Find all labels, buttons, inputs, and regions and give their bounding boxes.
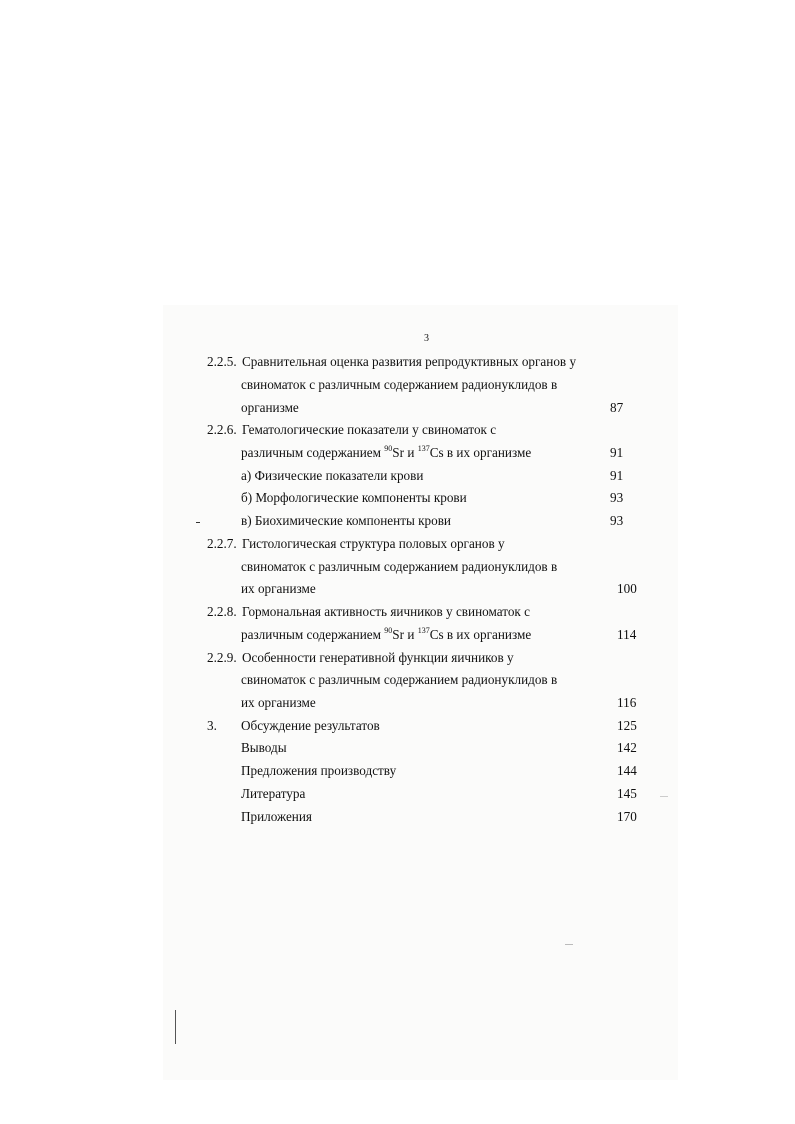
subsection-title: а) Физические показатели крови xyxy=(241,468,424,483)
toc-entry-2-2-5-end xyxy=(0,397,795,419)
strontium-symbol: Sr и xyxy=(392,627,418,642)
cesium-symbol: Cs в их организме xyxy=(429,627,532,642)
toc-entry-conclusions xyxy=(0,737,795,759)
section-number: 3. xyxy=(207,718,217,733)
toc-entry-2-2-7-cont xyxy=(0,556,795,578)
page-ref: 100 xyxy=(617,581,637,596)
section-title-cont xyxy=(241,624,531,646)
section-number: 2.2.5. xyxy=(207,354,237,369)
strontium-symbol: Sr и xyxy=(392,445,418,460)
toc-sub-c xyxy=(0,510,795,532)
section-title-cont: свиноматок с различным содержанием радионуклидов в xyxy=(241,559,558,574)
section-number: 2.2.9. xyxy=(207,650,237,665)
subsection-title: в) Биохимические компоненты крови xyxy=(241,513,451,528)
section-title: Гистологическая структура половых органов у xyxy=(242,536,505,551)
toc-entry-3 xyxy=(0,715,795,737)
toc-entry-2-2-9-cont xyxy=(0,669,795,691)
page-ref: 145 xyxy=(617,786,637,801)
toc-entry-appendices xyxy=(0,806,795,828)
section-title: Гормональная активность яичников у свиноматок с xyxy=(242,604,530,619)
scan-speck xyxy=(565,944,573,945)
cesium-symbol: Cs в их организме xyxy=(429,445,532,460)
section-title: Особенности генеративной функции яичников у xyxy=(242,650,514,665)
toc-entry-2-2-6 xyxy=(0,419,795,441)
section-title: Выводы xyxy=(241,740,287,755)
section-title-cont: свиноматок с различным содержанием радионуклидов в xyxy=(241,377,558,392)
section-title: Сравнительная оценка развития репродуктивных органов у xyxy=(242,354,577,369)
scan-line xyxy=(175,1010,176,1044)
section-title-cont: свиноматок с различным содержанием радионуклидов в xyxy=(241,672,558,687)
section-number: 2.2.8. xyxy=(207,604,237,619)
section-number: 2.2.7. xyxy=(207,536,237,551)
toc-entry-2-2-6-cont xyxy=(0,442,795,464)
toc-entry-2-2-8-cont xyxy=(0,624,795,646)
section-title-cont: их организме xyxy=(241,695,316,710)
strontium-mass-number: 90 xyxy=(384,626,393,635)
page-ref: 87 xyxy=(610,400,624,415)
page-number: 3 xyxy=(424,333,429,344)
toc-entry-2-2-9 xyxy=(0,647,795,669)
section-title-cont: организме xyxy=(241,400,299,415)
page-ref: 142 xyxy=(617,740,637,755)
section-title: Предложения производству xyxy=(241,763,397,778)
toc-entry-proposals xyxy=(0,760,795,782)
toc-sub-a xyxy=(0,465,795,487)
text-part: различным содержанием xyxy=(241,445,385,460)
page-ref: 144 xyxy=(617,763,637,778)
toc-entry-2-2-5-cont xyxy=(0,374,795,396)
page-ref: 93 xyxy=(610,513,624,528)
section-number: 2.2.6. xyxy=(207,422,237,437)
section-title-cont xyxy=(241,442,531,464)
page-ref: 91 xyxy=(610,468,624,483)
section-title-cont: их организме xyxy=(241,581,316,596)
toc-sub-b xyxy=(0,487,795,509)
toc-entry-2-2-5 xyxy=(0,351,795,373)
page-ref: 114 xyxy=(617,627,637,642)
strontium-mass-number: 90 xyxy=(384,444,393,453)
subsection-title: б) Морфологические компоненты крови xyxy=(241,490,467,505)
scan-speck xyxy=(196,522,200,523)
toc-entry-2-2-9-end xyxy=(0,692,795,714)
toc-entry-2-2-7 xyxy=(0,533,795,555)
section-title: Гематологические показатели у свиноматок с xyxy=(242,422,497,437)
section-title: Приложения xyxy=(241,809,312,824)
page-ref: 93 xyxy=(610,490,624,505)
toc-entry-literature xyxy=(0,783,795,805)
page-ref: 91 xyxy=(610,445,624,460)
section-title: Обсуждение результатов xyxy=(241,718,380,733)
scan-speck xyxy=(660,796,668,797)
page-ref: 170 xyxy=(617,809,637,824)
section-title: Литература xyxy=(241,786,306,801)
cesium-mass-number: 137 xyxy=(417,444,430,453)
cesium-mass-number: 137 xyxy=(417,626,430,635)
text-part: различным содержанием xyxy=(241,627,385,642)
toc-entry-2-2-8 xyxy=(0,601,795,623)
page-ref: 116 xyxy=(617,695,637,710)
toc-entry-2-2-7-end xyxy=(0,578,795,600)
page-ref: 125 xyxy=(617,718,637,733)
